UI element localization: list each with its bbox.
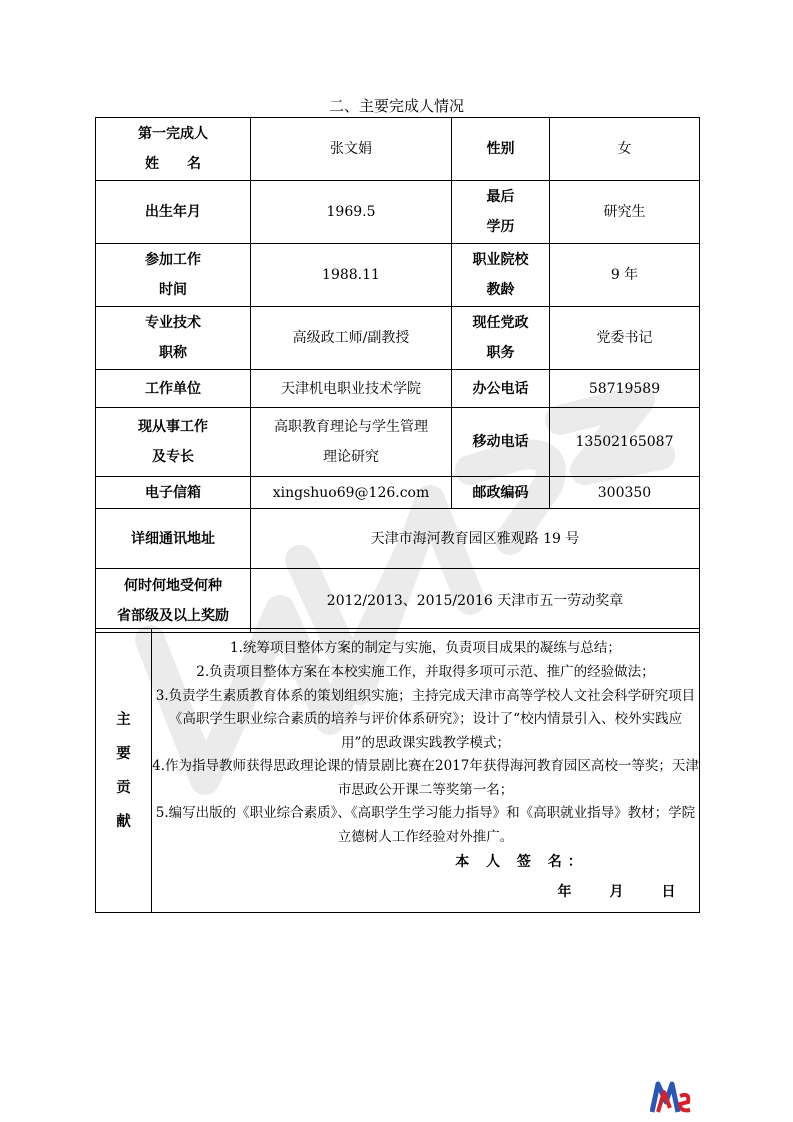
label-employer: 工作单位 <box>96 370 251 408</box>
value-office-phone: 58719589 <box>550 370 700 408</box>
label-address: 详细通讯地址 <box>96 509 251 569</box>
brand-logo-icon <box>650 1078 692 1116</box>
label-teaching-years: 职业院校 教龄 <box>452 244 550 307</box>
contribution-item: 5.编写出版的《职业综合素质》、《高职学生学习能力指导》和《高职就业指导》教材；学院立德树人工作经验对外推广。 <box>155 805 696 846</box>
signature-date: 年 月 日 <box>557 883 676 900</box>
label-email: 电子信箱 <box>96 477 251 509</box>
label-office-phone: 办公电话 <box>452 370 550 408</box>
row-birth <box>96 181 700 244</box>
label-contribution: 主 要 贡 献 <box>96 629 152 913</box>
label-awards: 何时何地受何种 省部级及以上奖励 <box>96 569 251 633</box>
contribution-item: 2.负责项目整体方案在本校实施工作，并取得多项可示范、推广的经验做法； <box>196 663 655 680</box>
value-education: 研究生 <box>550 181 700 244</box>
value-name: 张文娟 <box>251 118 452 181</box>
contribution-item: 1.统筹项目整体方案的制定与实施，负责项目成果的凝练与总结； <box>230 640 621 657</box>
row-address <box>96 509 700 569</box>
value-mobile-phone: 13502165087 <box>550 408 700 477</box>
label-party-post: 现任党政 职务 <box>452 307 550 370</box>
label-gender: 性别 <box>452 118 550 181</box>
value-employer: 天津机电职业技术学院 <box>251 370 452 408</box>
signature-label: 本 人 签 名： <box>455 853 588 870</box>
label-name: 第一完成人 姓 名 <box>96 118 251 181</box>
personnel-table <box>95 117 700 633</box>
value-title-rank: 高级政工师/副教授 <box>251 307 452 370</box>
contribution-item: 3.负责学生素质教育体系的策划组织实施；主持完成天津市高等学校人文社会科学研究项目《高职学生职业综合素质的培养与评价体系研究》；设计了“校内情景引入、校外实践应用”的思政课实践教学模式； <box>155 687 696 751</box>
value-birth: 1969.5 <box>251 181 452 244</box>
label-birth: 出生年月 <box>96 181 251 244</box>
label-title-rank: 专业技术 职称 <box>96 307 251 370</box>
value-gender: 女 <box>550 118 700 181</box>
value-email: xingshuo69@126.com <box>251 477 452 509</box>
value-work-start: 1988.11 <box>251 244 452 307</box>
row-name <box>96 118 700 181</box>
contribution-table <box>95 628 700 913</box>
row-email <box>96 477 700 509</box>
value-specialty: 高职教育理论与学生管理 理论研究 <box>251 408 452 477</box>
value-postcode: 300350 <box>550 477 700 509</box>
row-specialty <box>96 408 700 477</box>
value-awards: 2012/2013、2015/2016 天津市五一劳动奖章 <box>251 569 700 633</box>
label-postcode: 邮政编码 <box>452 477 550 509</box>
value-teaching-years: 9 年 <box>550 244 700 307</box>
label-education: 最后 学历 <box>452 181 550 244</box>
value-address: 天津市海河教育园区雅观路 19 号 <box>251 509 700 569</box>
value-party-post: 党委书记 <box>550 307 700 370</box>
contribution-item: 4.作为指导教师获得思政理论课的情景剧比赛在2017年获得海河教育园区高校一等奖；天津市思政公开课二等奖第一名； <box>152 758 699 798</box>
row-contribution <box>96 629 700 913</box>
label-work-start: 参加工作 时间 <box>96 244 251 307</box>
label-mobile-phone: 移动电话 <box>452 408 550 477</box>
row-title-rank <box>96 307 700 370</box>
label-specialty: 现从事工作 及专长 <box>96 408 251 477</box>
row-awards <box>96 569 700 633</box>
row-work-start <box>96 244 700 307</box>
page-title: 二、主要完成人情况 <box>328 97 464 115</box>
value-contribution <box>152 629 700 913</box>
row-employer <box>96 370 700 408</box>
